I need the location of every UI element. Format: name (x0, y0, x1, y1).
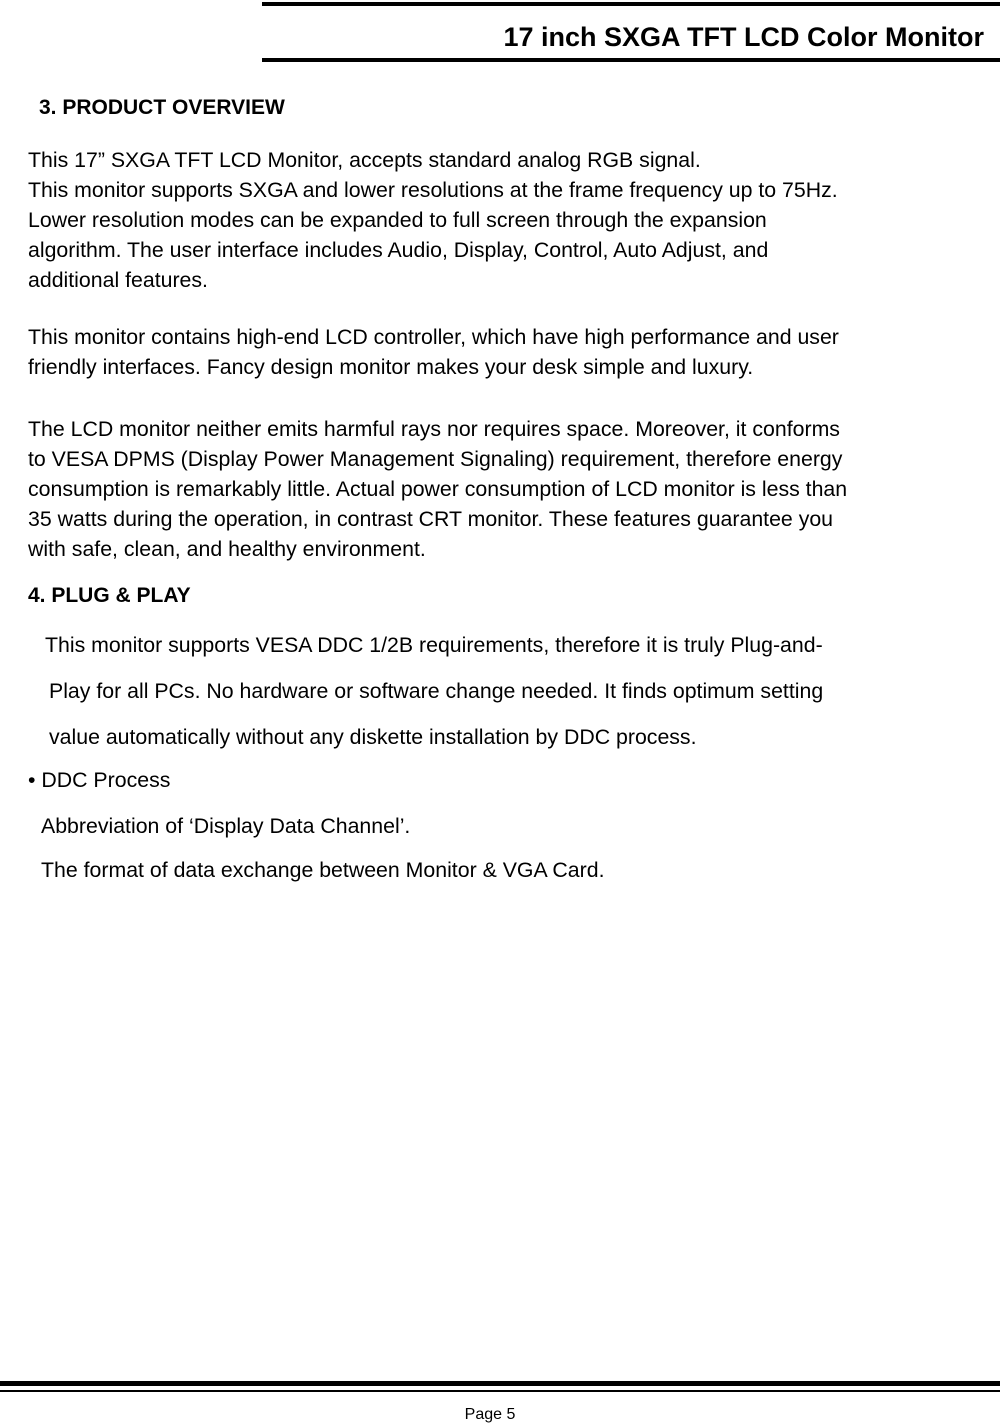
paragraph-line: This monitor contains high-end LCD controller, which have high performance and user (28, 325, 839, 349)
paragraph-line: consumption is remarkably little. Actual power consumption of LCD monitor is less than (28, 477, 848, 501)
paragraph-line: algorithm. The user interface includes Audio, Display, Control, Auto Adjust, and (28, 238, 769, 262)
paragraph-line: 35 watts during the operation, in contrast CRT monitor. These features guarantee you (28, 507, 834, 531)
overview-paragraph-1 (28, 145, 993, 295)
paragraph-line: The LCD monitor neither emits harmful rays nor requires space. Moreover, it conforms (28, 417, 840, 441)
overview-paragraph-3 (28, 414, 993, 564)
section-heading-product-overview: 3. PRODUCT OVERVIEW (39, 96, 285, 119)
document-title: 17 inch SXGA TFT LCD Color Monitor (503, 22, 984, 52)
footer-rule-thin (0, 1390, 1000, 1392)
ddc-process-bullet: • DDC Process (28, 768, 171, 792)
plug-and-play-line-1: This monitor supports VESA DDC 1/2B requirements, therefore it is truly Plug-and- (45, 633, 823, 657)
paragraph-line: to VESA DPMS (Display Power Management Signaling) requirement, therefore energy (28, 447, 843, 471)
ddc-abbreviation: Abbreviation of ‘Display Data Channel’. (41, 814, 411, 838)
section-heading-plug-and-play: 4. PLUG & PLAY (28, 584, 191, 607)
paragraph-line: with safe, clean, and healthy environment. (28, 537, 426, 561)
paragraph-line: This monitor supports SXGA and lower resolutions at the frame frequency up to 75Hz. (28, 178, 838, 202)
plug-and-play-line-2: Play for all PCs. No hardware or software change needed. It finds optimum setting (49, 679, 824, 703)
paragraph-line: friendly interfaces. Fancy design monitor makes your desk simple and luxury. (28, 355, 754, 379)
plug-and-play-line-3: value automatically without any diskette installation by DDC process. (49, 725, 697, 749)
paragraph-line: additional features. (28, 268, 208, 292)
paragraph-line: Lower resolution modes can be expanded to full screen through the expansion (28, 208, 767, 232)
overview-paragraph-2 (28, 322, 993, 382)
header-rule-bottom (262, 58, 1000, 62)
footer-rule-thick (0, 1381, 1000, 1386)
ddc-format-description: The format of data exchange between Monitor & VGA Card. (41, 858, 605, 882)
header-rule-top (262, 2, 1000, 6)
page-number: Page 5 (464, 1406, 516, 1423)
paragraph-line: This 17” SXGA TFT LCD Monitor, accepts standard analog RGB signal. (28, 148, 701, 172)
